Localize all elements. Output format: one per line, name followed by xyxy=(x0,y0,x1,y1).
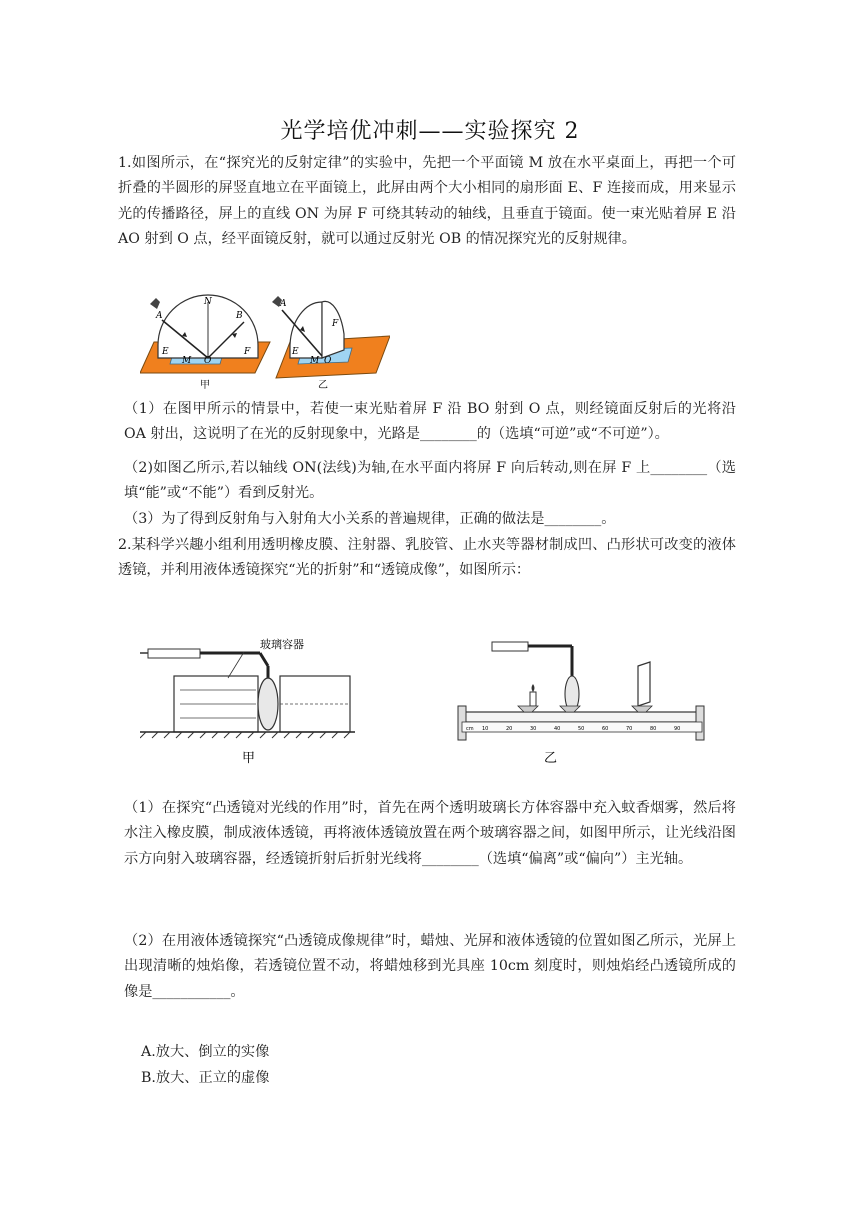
light-screen-icon xyxy=(638,662,650,706)
liquid-lens-figure xyxy=(140,626,720,770)
label-e: E xyxy=(162,347,169,357)
question-2-part-1: （1）在探究“凸透镜对光线的作用”时，首先在两个透明玻璃长方体容器中充入蚊香烟雾，然后将水注入橡皮膜，制成液体透镜，再将液体透镜放置在两个玻璃容器之间，如图甲所示，让光线沿图示方向射入玻璃容器，经透镜折射后折射光线将________（选填“偏离”或“偏向”）主光轴。 xyxy=(124,800,736,867)
label-n: N xyxy=(204,297,212,307)
caption-yi: 乙 xyxy=(318,380,328,391)
label-o: O xyxy=(204,356,212,366)
label-a-2: A xyxy=(280,299,287,309)
label-o-2: O xyxy=(324,356,332,366)
label-b: B xyxy=(236,311,243,321)
ruler-tick-90: 90 xyxy=(674,726,681,732)
ruler-tick-10: 10 xyxy=(482,726,489,732)
ruler-tick-60: 60 xyxy=(602,726,609,732)
figure-yi-bench xyxy=(458,642,704,766)
question-1-part-3: （3）为了得到反射角与入射角大小关系的普遍规律，正确的做法是________。 xyxy=(124,511,616,527)
question-1-stem: 1.如图所示，在“探究光的反射定律”的实验中，先把一个平面镜 M 放在水平桌面上，再把一个可折叠的半圆形的屏竖直地立在平面镜上，此屏由两个大小相同的扇形面 E、F 连接而成，用来显示光的传播路径，屏上的直线 ON 为屏 F 可绕其转动的轴线，且垂直于镜面。使一束光贴着屏 E 沿 AO 射到 O 点，经平面镜反射，就可以通过反射光 OB 的情况探究光的反射规律。 xyxy=(118,155,736,248)
ruler-tick-80: 80 xyxy=(650,726,657,732)
candle-icon xyxy=(530,692,536,706)
question-2-stem: 2.某科学兴趣小组利用透明橡皮膜、注射器、乳胶管、止水夹等器材制成凹、凸形状可改变的液体透镜，并利用液体透镜探究“光的折射”和“透镜成像”，如图所示： xyxy=(118,537,736,579)
ruler-cm-label: cm xyxy=(466,726,474,732)
label-f-2: F xyxy=(332,319,339,329)
figure-jia xyxy=(140,295,270,391)
ruler-tick-20: 20 xyxy=(506,726,513,732)
figure-jia-lens xyxy=(140,637,355,766)
ruler-tick-50: 50 xyxy=(578,726,585,732)
laser-pointer-icon xyxy=(150,298,160,309)
option-a: A.放大、倒立的实像 xyxy=(141,1044,270,1060)
caption-yi-2: 乙 xyxy=(544,751,558,766)
ruler-tick-30: 30 xyxy=(530,726,537,732)
label-m-2: M xyxy=(310,356,320,366)
figure-yi xyxy=(272,296,390,391)
label-e-2: E xyxy=(292,347,299,357)
label-m: M xyxy=(182,356,192,366)
liquid-lens-icon xyxy=(258,678,278,730)
label-f: F xyxy=(244,347,251,357)
page-title: 光学培优冲刺——实验探究 2 xyxy=(280,119,580,144)
option-b: B.放大、正立的虚像 xyxy=(141,1070,270,1086)
caption-jia: 甲 xyxy=(200,380,210,391)
container-label: 玻璃容器 xyxy=(260,638,304,651)
reflection-experiment-figure xyxy=(140,290,390,392)
ruler-tick-40: 40 xyxy=(554,726,561,732)
label-a: A xyxy=(156,311,163,321)
question-1-part-2: （2)如图乙所示,若以轴线 ON(法线)为轴,在水平面内将屏 F 向后转动,则在屏 F 上________（选填“能”或“不能”）看到反射光。 xyxy=(124,460,736,502)
ruler-tick-70: 70 xyxy=(626,726,633,732)
question-1-part-1: （1）在图甲所示的情景中，若使一束光贴着屏 F 沿 BO 射到 O 点，则经镜面反射后的光将沿 OA 射出，这说明了在光的反射现象中，光路是________的（选填“可逆”或“不可逆”）。 xyxy=(124,401,736,443)
caption-jia-2: 甲 xyxy=(242,751,256,766)
question-2-part-2: （2）在用液体透镜探究“凸透镜成像规律”时，蜡烛、光屏和液体透镜的位置如图乙所示，光屏上出现清晰的烛焰像，若透镜位置不动，将蜡烛移到光具座 10cm 刻度时，则烛焰经凸透镜所成的像是___________。 xyxy=(124,933,736,1000)
